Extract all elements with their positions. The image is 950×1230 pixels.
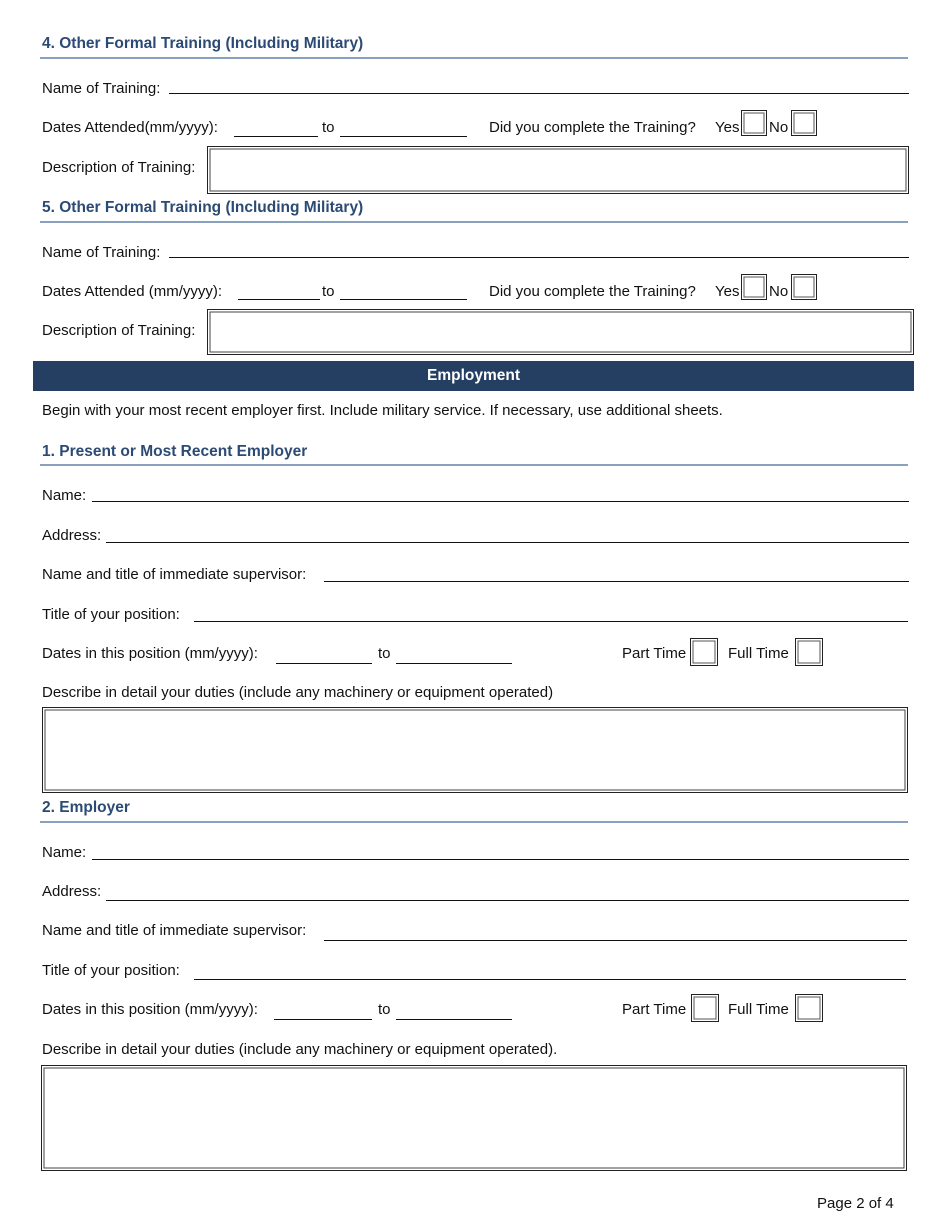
employer1-duties-label: Describe in detail your duties (include any machinery or equipment operated) (42, 684, 554, 701)
employer1-full-time-checkbox[interactable] (795, 638, 823, 666)
employer1-duties-box[interactable] (42, 707, 908, 793)
employer1-rule (40, 464, 908, 466)
employer1-supervisor-field[interactable] (324, 581, 909, 582)
employer2-rule (40, 821, 908, 823)
employer2-position-field[interactable] (194, 979, 906, 980)
training5-dates-label: Dates Attended (mm/yyyy): (42, 283, 223, 300)
employer1-heading: 1. Present or Most Recent Employer (42, 443, 308, 460)
training4-no-label: No (769, 119, 789, 136)
employment-instructions: Begin with your most recent employer first. Include military service. If necessary, use additional sheets. (42, 402, 723, 419)
employer2-date-to-field[interactable] (396, 1019, 512, 1020)
employer2-duties-label: Describe in detail your duties (include any machinery or equipment operated). (42, 1041, 558, 1058)
employer2-position-label: Title of your position: (42, 962, 180, 979)
training5-yes-checkbox[interactable] (741, 274, 767, 300)
training4-dates-label: Dates Attended(mm/yyyy): (42, 119, 218, 136)
employer1-supervisor-label: Name and title of immediate supervisor: (42, 566, 307, 583)
employer2-full-time-checkbox[interactable] (795, 994, 823, 1022)
employer1-part-time-label: Part Time (622, 645, 687, 662)
employer2-address-field[interactable] (106, 900, 909, 901)
employer1-part-time-checkbox[interactable] (690, 638, 718, 666)
training5-name-field[interactable] (169, 257, 909, 258)
employer2-duties-box[interactable] (41, 1065, 907, 1171)
training5-yes-label: Yes (715, 283, 740, 300)
training4-name-field[interactable] (169, 93, 909, 94)
training4-description-box[interactable] (207, 146, 909, 194)
training4-yes-checkbox[interactable] (741, 110, 767, 136)
employer2-full-time-label: Full Time (728, 1001, 789, 1018)
employer1-date-to-field[interactable] (396, 663, 512, 664)
training5-date-to-field[interactable] (340, 299, 467, 300)
training4-complete-label: Did you complete the Training? (489, 119, 696, 136)
employer1-address-field[interactable] (106, 542, 909, 543)
employer1-dates-label: Dates in this position (mm/yyyy): (42, 645, 258, 662)
training5-name-label: Name of Training: (42, 244, 161, 261)
training5-date-from-field[interactable] (238, 299, 320, 300)
training5-complete-label: Did you complete the Training? (489, 283, 696, 300)
training5-no-checkbox[interactable] (791, 274, 817, 300)
employer2-supervisor-field[interactable] (324, 940, 907, 941)
employment-banner: Employment (33, 361, 914, 391)
employer2-name-field[interactable] (92, 859, 909, 860)
training5-description-label: Description of Training: (42, 322, 196, 339)
training4-no-checkbox[interactable] (791, 110, 817, 136)
training5-description-box[interactable] (207, 309, 914, 355)
employer1-name-field[interactable] (92, 501, 909, 502)
employer2-date-from-field[interactable] (274, 1019, 372, 1020)
employer1-name-label: Name: (42, 487, 87, 504)
training5-heading: 5. Other Formal Training (Including Military) (42, 199, 364, 216)
employer1-position-field[interactable] (194, 621, 908, 622)
employer2-part-time-label: Part Time (622, 1001, 687, 1018)
training5-to-label: to (322, 283, 335, 300)
employer1-date-from-field[interactable] (276, 663, 372, 664)
employer2-part-time-checkbox[interactable] (691, 994, 719, 1022)
employer2-to-label: to (378, 1001, 391, 1018)
training4-heading: 4. Other Formal Training (Including Military) (42, 35, 364, 52)
employer2-name-label: Name: (42, 844, 87, 861)
employer1-to-label: to (378, 645, 391, 662)
employer2-address-label: Address: (42, 883, 102, 900)
training4-description-label: Description of Training: (42, 159, 196, 176)
employer1-position-label: Title of your position: (42, 606, 180, 623)
training5-rule (40, 221, 908, 223)
training4-date-to-field[interactable] (340, 136, 467, 137)
employer1-full-time-label: Full Time (728, 645, 789, 662)
training4-rule (40, 57, 908, 59)
training4-to-label: to (322, 119, 335, 136)
training4-date-from-field[interactable] (234, 136, 318, 137)
training4-name-label: Name of Training: (42, 80, 161, 97)
employer2-supervisor-label: Name and title of immediate supervisor: (42, 922, 307, 939)
employer2-dates-label: Dates in this position (mm/yyyy): (42, 1001, 258, 1018)
training4-yes-label: Yes (715, 119, 740, 136)
page-number: Page 2 of 4 (817, 1195, 894, 1212)
training5-no-label: No (769, 283, 789, 300)
employer2-heading: 2. Employer (42, 799, 130, 816)
employer1-address-label: Address: (42, 527, 102, 544)
